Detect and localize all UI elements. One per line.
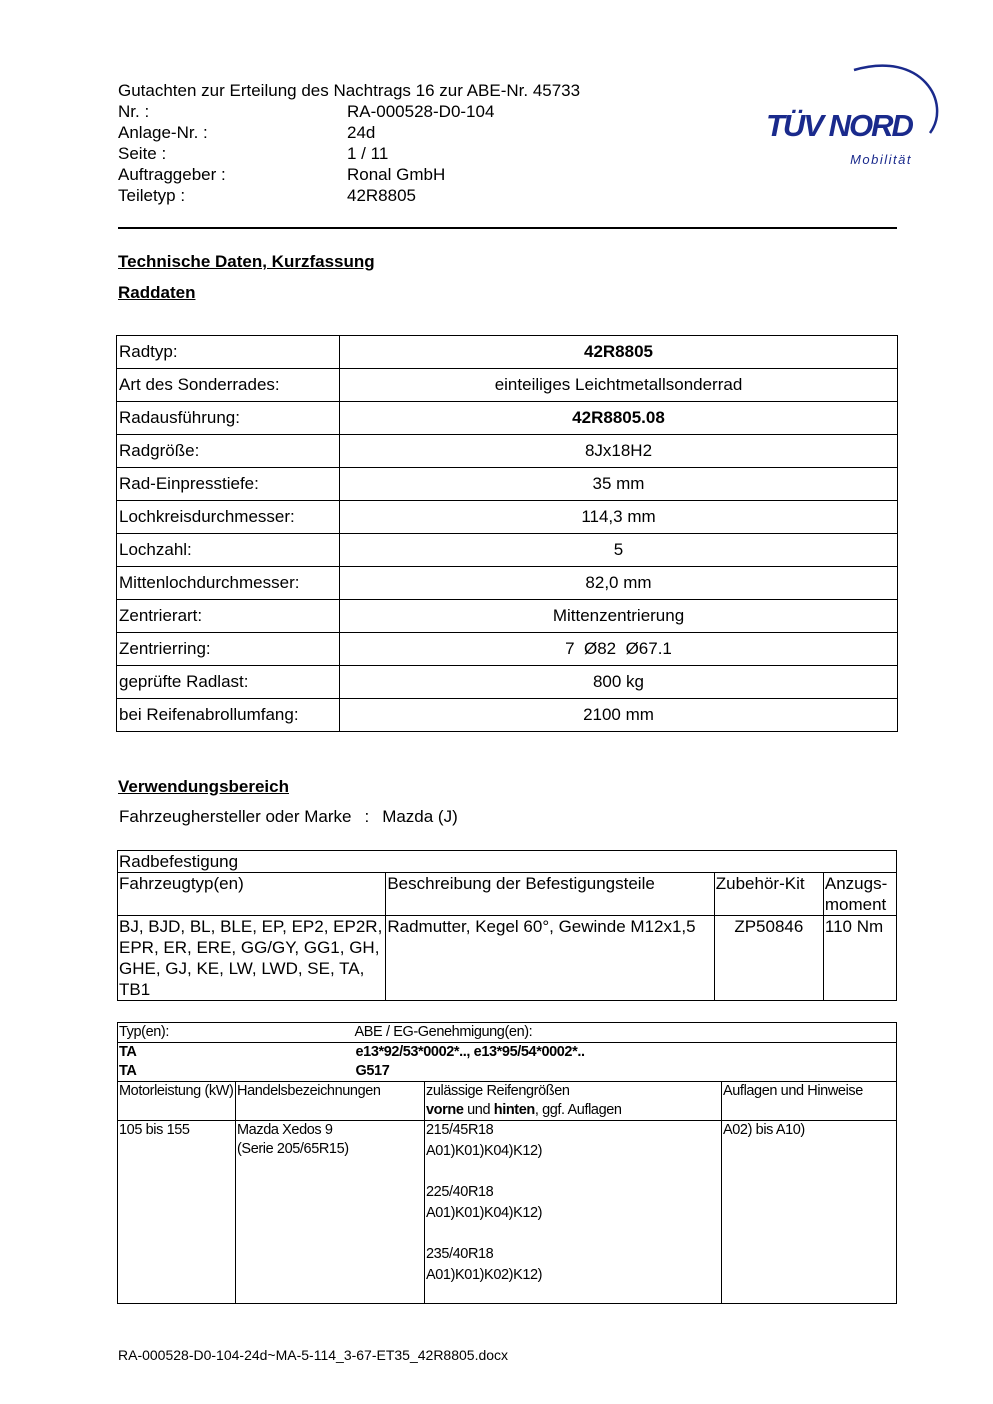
column-header: Fahrzeugtyp(en): [118, 873, 386, 916]
auflagen-cell: A02) bis A10): [722, 1121, 897, 1304]
table-row: [118, 1043, 897, 1082]
table-row: Rad-Einpresstiefe: 35 mm: [117, 468, 898, 501]
column-header: Handelsbezeichnungen: [236, 1082, 425, 1121]
logo-subtitle: Mobilität: [850, 152, 912, 167]
header-divider: [118, 227, 897, 229]
header-row: Teiletyp : 42R8805: [118, 186, 417, 205]
reifengroessen-cell: 215/45R18 A01)K01)K04)K12) 225/40R18 A01)K01)K04)K12) 235/40R18 A01)K01)K02)K12): [425, 1121, 722, 1304]
header-row: Nr. : RA-000528-D0-104: [118, 102, 495, 121]
column-header: zulässige Reifengrößen vorne und hinten, ggf. Auflagen: [425, 1082, 722, 1121]
table-row: Art des Sonderrades: einteiliges Leichtmetallsonderrad: [117, 369, 898, 402]
heading-raddaten: Raddaten: [118, 283, 196, 302]
abe-value: G517: [355, 1063, 390, 1079]
column-header: Zubehör-Kit: [714, 873, 823, 916]
table-row: Radausführung: 42R8805.08: [117, 402, 898, 435]
fahrzeugtypen-cell: BJ, BJD, BL, BLE, EP, EP2, EP2R, EPR, ER, ERE, GG/GY, GG1, GH, GHE, GJ, KE, LW, LWD, SE, TA, TB1: [118, 916, 386, 1001]
table-row: [118, 916, 897, 1001]
column-header: Anzugs-moment: [823, 873, 896, 916]
heading-verwendung: Verwendungsbereich: [118, 777, 289, 796]
table-row: bei Reifenabrollumfang: 2100 mm: [117, 699, 898, 732]
typ-value: TA: [119, 1063, 137, 1079]
table-row: [118, 1082, 897, 1121]
column-header: Auflagen und Hinweise: [722, 1082, 897, 1121]
column-header: Motorleistung (kW): [118, 1082, 236, 1121]
document-title: Gutachten zur Erteilung des Nachtrags 16 zur ABE-Nr. 45733: [118, 81, 581, 100]
table-row: [118, 1023, 897, 1043]
tuv-nord-logo: [762, 58, 942, 173]
table-row: [118, 873, 897, 916]
logo-brand: TÜV NORD: [766, 108, 912, 143]
hersteller-label: Fahrzeughersteller oder Marke: [119, 807, 352, 826]
typ-value: TA: [119, 1044, 137, 1060]
radbefestigung-table: [117, 850, 897, 1001]
document-header: [118, 80, 580, 206]
beschreibung-cell: Radmutter, Kegel 60°, Gewinde M12x1,5: [386, 916, 714, 1001]
abe-label: ABE / EG-Genehmigung(en):: [354, 1024, 533, 1040]
table-row: Lochzahl: 5: [117, 534, 898, 567]
table-row: Mittenlochdurchmesser: 82,0 mm: [117, 567, 898, 600]
table-row: [118, 851, 897, 873]
zubehoer-kit-cell: ZP50846: [714, 916, 823, 1001]
hersteller-separator: :: [364, 807, 370, 826]
typ-table: [117, 1022, 897, 1304]
hersteller-value: Mazda (J): [382, 807, 458, 826]
header-row: Auftraggeber : Ronal GmbH: [118, 165, 446, 184]
befestigung-title: Radbefestigung: [118, 851, 897, 873]
table-row: Zentrierring: 7 Ø82 Ø67.1: [117, 633, 898, 666]
footer-filename: RA-000528-D0-104-24d~MA-5-114_3-67-ET35_42R8805.docx: [118, 1347, 509, 1363]
motorleistung-cell: 105 bis 155: [118, 1121, 236, 1304]
table-row: geprüfte Radlast: 800 kg: [117, 666, 898, 699]
table-row: Lochkreisdurchmesser: 114,3 mm: [117, 501, 898, 534]
table-row: Radgröße: 8Jx18H2: [117, 435, 898, 468]
raddaten-table: [116, 335, 898, 732]
table-row: [118, 1121, 897, 1304]
table-row: Zentrierart: Mittenzentrierung: [117, 600, 898, 633]
anzugsmoment-cell: 110 Nm: [823, 916, 896, 1001]
heading-tech: Technische Daten, Kurzfassung: [118, 252, 375, 271]
typ-label: Typ(en):: [118, 1023, 425, 1043]
table-row: Radtyp: 42R8805: [117, 336, 898, 369]
handelsbezeichnung-cell: Mazda Xedos 9 (Serie 205/65R15): [236, 1121, 425, 1304]
fahrzeughersteller-line: [119, 807, 458, 827]
column-header: Beschreibung der Befestigungsteile: [386, 873, 714, 916]
header-row: Seite : 1 / 11: [118, 144, 389, 163]
abe-value: e13*92/53*0002*.., e13*95/54*0002*..: [355, 1044, 585, 1060]
header-row: Anlage-Nr. : 24d: [118, 123, 376, 142]
